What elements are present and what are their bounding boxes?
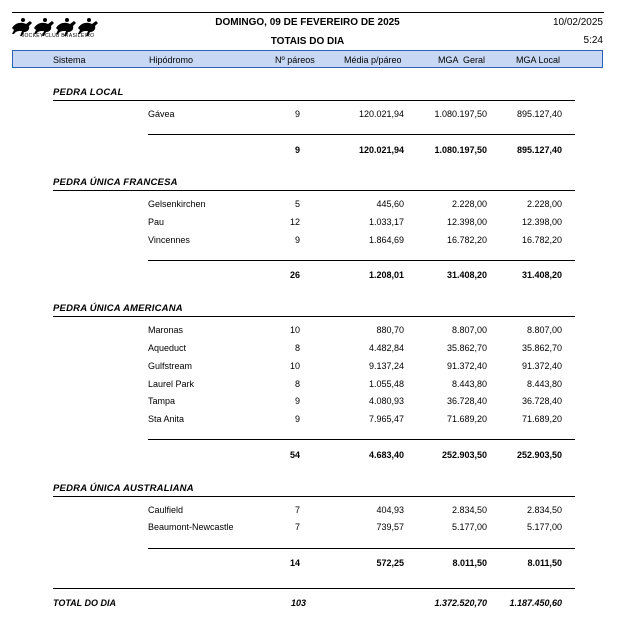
table-row xyxy=(0,343,625,357)
cell-pareos: 8 xyxy=(294,379,300,389)
report-title: DOMINGO, 09 DE FEVEREIRO DE 2025 xyxy=(215,17,400,28)
report-date: 10/02/2025 xyxy=(552,17,603,28)
total-row xyxy=(0,598,625,612)
cell-mga-local: 2.834,50 xyxy=(526,505,562,515)
cell-mga-geral: 5.177,00 xyxy=(451,522,487,532)
cell-pareos: 10 xyxy=(289,361,300,371)
cell-pareos: 12 xyxy=(289,217,300,227)
cell-hipodromo: Tampa xyxy=(148,396,176,406)
report-subtitle: TOTAIS DO DIA xyxy=(270,36,345,47)
cell-mga-geral: 2.834,50 xyxy=(451,505,487,515)
table-row xyxy=(0,325,625,339)
section-rule xyxy=(53,190,575,191)
col-sistema: Sistema xyxy=(53,55,86,65)
cell-hipodromo: Gulfstream xyxy=(148,361,193,371)
cell-mga-local: 8.443,80 xyxy=(526,379,562,389)
subtotal-rule xyxy=(148,439,575,440)
cell-pareos: 9 xyxy=(294,396,300,406)
table-row xyxy=(0,199,625,213)
cell-hipodromo: Gelsenkirchen xyxy=(148,199,206,209)
cell-media: 1.864,69 xyxy=(368,235,404,245)
cell-hipodromo: Sta Anita xyxy=(148,414,185,424)
column-header-bar xyxy=(12,50,603,68)
cell-mga-geral: 1.080.197,50 xyxy=(434,109,487,119)
cell-mga-local: 5.177,00 xyxy=(526,522,562,532)
section-rule xyxy=(53,496,575,497)
table-row xyxy=(0,505,625,519)
subtotal-pareos: 54 xyxy=(289,450,300,460)
total-rule xyxy=(53,588,575,589)
subtotal-mga-local: 895.127,40 xyxy=(516,145,562,155)
subtotal-row xyxy=(0,145,625,159)
table-row xyxy=(0,522,625,536)
subtotal-rule xyxy=(148,548,575,549)
cell-pareos: 7 xyxy=(294,505,300,515)
cell-hipodromo: Caulfield xyxy=(148,505,184,515)
section-rule xyxy=(53,316,575,317)
cell-hipodromo: Beaumont-Newcastle xyxy=(148,522,234,532)
logo-text: JOCKEY CLUB BRASILEIRO xyxy=(21,33,95,39)
cell-media: 4.080,93 xyxy=(368,396,404,406)
table-row xyxy=(0,396,625,410)
top-rule xyxy=(12,12,604,13)
cell-mga-local: 91.372,40 xyxy=(521,361,562,371)
subtotal-pareos: 26 xyxy=(289,270,300,280)
cell-mga-geral: 8.443,80 xyxy=(451,379,487,389)
cell-pareos: 9 xyxy=(294,109,300,119)
subtotal-media: 572,25 xyxy=(376,558,404,568)
report-time: 5:24 xyxy=(583,35,603,46)
cell-pareos: 9 xyxy=(294,414,300,424)
subtotal-rule xyxy=(148,260,575,261)
subtotal-pareos: 9 xyxy=(294,145,300,155)
cell-media: 7.965,47 xyxy=(368,414,404,424)
cell-media: 1.033,17 xyxy=(368,217,404,227)
section-title: PEDRA ÚNICA AMERICANA xyxy=(53,303,183,314)
total-pareos: 103 xyxy=(290,598,306,608)
cell-media: 880,70 xyxy=(376,325,404,335)
cell-media: 120.021,94 xyxy=(358,109,404,119)
cell-mga-local: 895.127,40 xyxy=(516,109,562,119)
cell-pareos: 5 xyxy=(294,199,300,209)
table-row xyxy=(0,235,625,249)
cell-mga-geral: 2.228,00 xyxy=(451,199,487,209)
subtotal-mga-local: 252.903,50 xyxy=(516,450,562,460)
subtotal-row xyxy=(0,558,625,572)
cell-media: 404,93 xyxy=(376,505,404,515)
total-mga-local: 1.187.450,60 xyxy=(509,598,562,608)
cell-hipodromo: Vincennes xyxy=(148,235,190,245)
cell-mga-geral: 35.862,70 xyxy=(446,343,487,353)
cell-mga-local: 35.862,70 xyxy=(521,343,562,353)
section-rule xyxy=(53,100,575,101)
cell-mga-local: 12.398,00 xyxy=(521,217,562,227)
section-title: PEDRA LOCAL xyxy=(53,87,124,98)
subtotal-media: 4.683,40 xyxy=(368,450,404,460)
section-title: PEDRA ÚNICA FRANCESA xyxy=(53,177,178,188)
table-row xyxy=(0,379,625,393)
subtotal-rule xyxy=(148,134,575,135)
cell-mga-geral: 71.689,20 xyxy=(446,414,487,424)
cell-media: 445,60 xyxy=(376,199,404,209)
subtotal-row xyxy=(0,270,625,284)
subtotal-mga-local: 31.408,20 xyxy=(521,270,562,280)
col-mga-geral: MGA Geral xyxy=(438,55,486,65)
table-row xyxy=(0,414,625,428)
subtotal-media: 1.208,01 xyxy=(368,270,404,280)
cell-mga-geral: 8.807,00 xyxy=(451,325,487,335)
table-row xyxy=(0,109,625,123)
cell-hipodromo: Maronas xyxy=(148,325,184,335)
cell-media: 9.137,24 xyxy=(368,361,404,371)
subtotal-row xyxy=(0,450,625,464)
cell-mga-local: 36.728,40 xyxy=(521,396,562,406)
cell-hipodromo: Laurel Park xyxy=(148,379,195,389)
cell-mga-local: 2.228,00 xyxy=(526,199,562,209)
cell-pareos: 10 xyxy=(289,325,300,335)
cell-media: 4.482,84 xyxy=(368,343,404,353)
cell-hipodromo: Gávea xyxy=(148,109,175,119)
cell-pareos: 8 xyxy=(294,343,300,353)
cell-media: 1.055,48 xyxy=(368,379,404,389)
total-label: TOTAL DO DIA xyxy=(53,598,116,608)
col-mga-local: MGA Local xyxy=(516,55,561,65)
total-mga-geral: 1.372.520,70 xyxy=(434,598,487,608)
subtotal-mga-geral: 8.011,50 xyxy=(452,558,487,568)
cell-pareos: 7 xyxy=(294,522,300,532)
cell-mga-local: 8.807,00 xyxy=(526,325,562,335)
subtotal-mga-local: 8.011,50 xyxy=(527,558,562,568)
subtotal-mga-geral: 31.408,20 xyxy=(446,270,487,280)
section-title: PEDRA ÚNICA AUSTRALIANA xyxy=(53,483,194,494)
cell-hipodromo: Pau xyxy=(148,217,165,227)
col-media: Média p/páreo xyxy=(344,55,402,65)
col-pareos: Nº páreos xyxy=(275,55,315,65)
cell-media: 739,57 xyxy=(376,522,404,532)
subtotal-media: 120.021,94 xyxy=(358,145,404,155)
cell-mga-geral: 36.728,40 xyxy=(446,396,487,406)
cell-mga-geral: 91.372,40 xyxy=(446,361,487,371)
table-row xyxy=(0,361,625,375)
cell-mga-local: 16.782,20 xyxy=(521,235,562,245)
cell-pareos: 9 xyxy=(294,235,300,245)
cell-hipodromo: Aqueduct xyxy=(148,343,187,353)
subtotal-mga-geral: 1.080.197,50 xyxy=(434,145,487,155)
cell-mga-local: 71.689,20 xyxy=(521,414,562,424)
cell-mga-geral: 16.782,20 xyxy=(446,235,487,245)
subtotal-pareos: 14 xyxy=(289,558,300,568)
table-row xyxy=(0,217,625,231)
cell-mga-geral: 12.398,00 xyxy=(446,217,487,227)
subtotal-mga-geral: 252.903,50 xyxy=(441,450,487,460)
col-hipodromo: Hipódromo xyxy=(149,55,194,65)
